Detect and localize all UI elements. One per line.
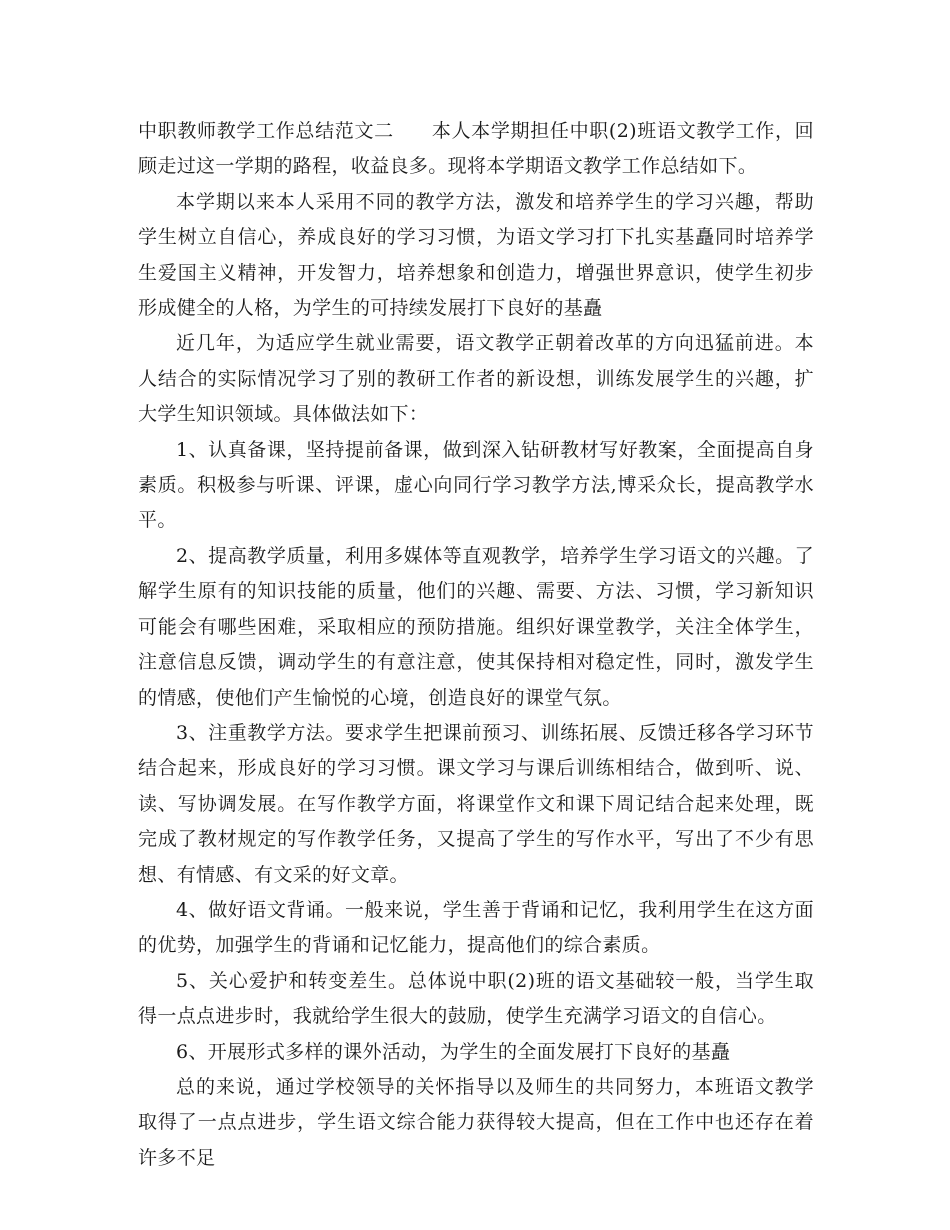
document-body (138, 114, 814, 1176)
body-paragraph: 6、开展形式多样的课外活动，为学生的全面发展打下良好的基矗 (176, 1040, 731, 1063)
body-paragraph: 4、做好语文背诵。一般来说，学生善于背诵和记忆，我利用学生在这方面的优势，加强学生的背诵和记忆能力，提高他们的综合素质。 (138, 898, 814, 957)
body-paragraph: 3、注重教学方法。要求学生把课前预习、训练拓展、反馈迁移各学习环节结合起来，形成良好的学习习惯。课文学习与课后训练相结合，做到听、说、读、写协调发展。在写作教学方面，将课堂作文和课下周记结合起来处理，既完成了教材规定的写作教学任务，又提高了学生的写作水平，写出了不少有思想、有情感、有文采的好文章。 (138, 721, 814, 886)
body-paragraph: 5、关心爱护和转变差生。总体说中职(2)班的语文基础较一般，当学生取得一点点进步时，我就给学生很大的鼓励，使学生充满学习语文的自信心。 (138, 969, 814, 1028)
body-paragraph: 1、认真备课，坚持提前备课，做到深入钻研教材写好教案，全面提高自身素质。积极参与听课、评课，虚心向同行学习教学方法,博采众长，提高教学水平。 (138, 438, 814, 532)
body-paragraph: 2、提高教学质量，利用多媒体等直观教学，培养学生学习语文的兴趣。了解学生原有的知识技能的质量，他们的兴趣、需要、方法、习惯，学习新知识可能会有哪些困难，采取相应的预防措施。组织好课堂教学，关注全体学生，注意信息反馈，调动学生的有意注意，使其保持相对稳定性，同时，激发学生的情感，使他们产生愉悦的心境，创造良好的课堂气氛。 (138, 544, 814, 709)
intro-text: 本人本学期担任中职(2)班语文教学工作，回顾走过这一学期的路程，收益良多。现将本学期语文教学工作总结如下。 (138, 120, 814, 178)
document-title: 中职教师教学工作总结范文二 (138, 120, 394, 142)
opening-paragraph (138, 114, 814, 185)
body-paragraph: 总的来说，通过学校领导的关怀指导以及师生的共同努力，本班语文教学取得了一点点进步，学生语文综合能力获得较大提高，但在工作中也还存在着许多不足 (138, 1075, 814, 1169)
body-paragraph: 近几年，为适应学生就业需要，语文教学正朝着改革的方向迅猛前进。本人结合的实际情况学习了别的教研工作者的新设想，训练发展学生的兴趣，扩大学生知识领域。具体做法如下： (138, 332, 814, 426)
body-paragraph: 本学期以来本人采用不同的教学方法，激发和培养学生的学习兴趣，帮助学生树立自信心，养成良好的学习习惯，为语文学习打下扎实基矗同时培养学生爱国主义精神，开发智力，培养想象和创造力，增强世界意识，使学生初步形成健全的人格，为学生的可持续发展打下良好的基矗 (138, 190, 814, 320)
